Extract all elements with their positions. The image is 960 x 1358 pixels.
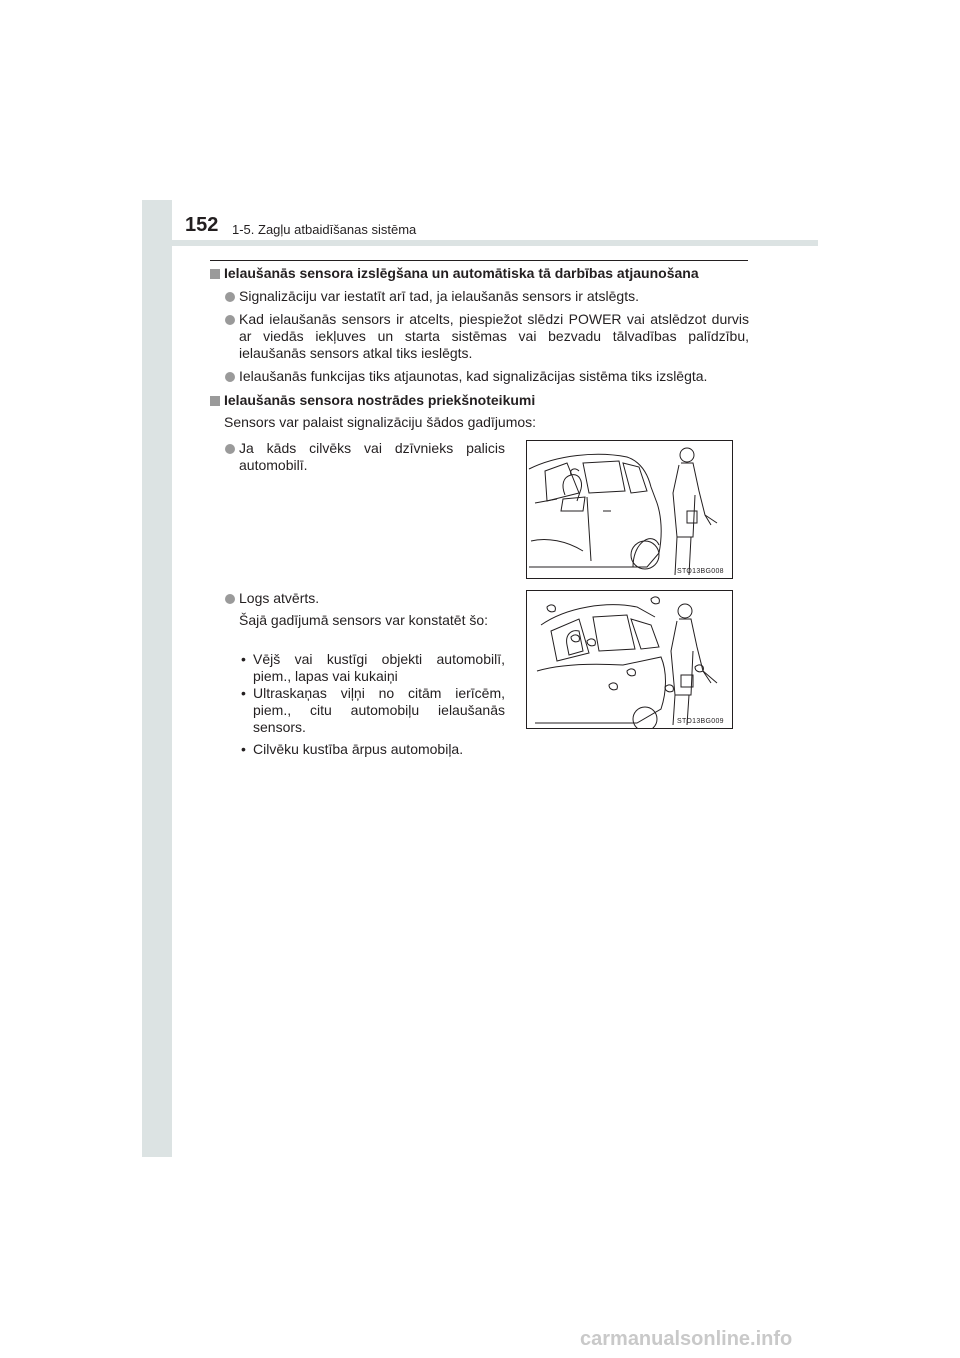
figure-code: STO13BG008 <box>677 568 724 575</box>
section-heading-sensor-off: Ielaušanās sensora izslēgšana un automātiska tā darbības atjaunošana <box>224 265 699 281</box>
sub-bullet-text: Vējš vai kustīgi objekti automobilī, piem., lapas vai kukaiņi <box>253 651 505 684</box>
bullet-text: Signalizāciju var iestatīt arī tad, ja ielaušanās sensors ir atslēgts. <box>239 288 639 304</box>
round-bullet-icon <box>225 594 235 604</box>
square-bullet-icon <box>210 396 220 406</box>
chapter-title: 1-5. Zagļu atbaidīšanas sistēma <box>232 222 417 237</box>
detail-text: Šajā gadījumā sensors var konstatēt šo: <box>239 612 489 628</box>
bullet-text: Ielaušanās funkcijas tiks atjaunotas, kad signalizācijas sistēma tiks izslēgta. <box>239 368 708 384</box>
watermark-link[interactable]: carmanualsonline.info <box>580 1328 793 1350</box>
sub-bullet-text: Ultraskaņas viļņi no citām ierīcēm, piem., citu automobiļu ielaušanās sensors. <box>253 685 505 735</box>
section-heading-trigger-conditions: Ielaušanās sensora nostrādes priekšnoteikumi <box>224 392 536 408</box>
bullet-text: Kad ielaušanās sensors ir atcelts, piespiežot slēdzi POWER vai atslēdzot durvis ar viedās iekļuves un starta sistēmas vai bezvadu tālvadības palīdzību, ielaušanās sensors atkal tiks ieslēgts. <box>239 311 749 361</box>
round-bullet-icon <box>225 444 235 454</box>
square-bullet-icon <box>210 269 220 279</box>
open-window-illustration <box>527 591 732 728</box>
sub-bullet-icon: • <box>241 651 246 667</box>
bullet-text: Ja kāds cilvēks vai dzīvnieks palicis automobilī. <box>239 440 505 473</box>
intro-text: Sensors var palaist signalizāciju šādos gadījumos: <box>224 414 537 430</box>
side-tab <box>142 200 172 1157</box>
bullet-text: Logs atvērts. <box>239 590 320 606</box>
sub-bullet-icon: • <box>241 741 246 757</box>
section-divider <box>210 260 748 261</box>
round-bullet-icon <box>225 315 235 325</box>
illustration-dog-in-car <box>526 440 733 579</box>
round-bullet-icon <box>225 372 235 382</box>
sub-bullet-text: Cilvēku kustība ārpus automobiļa. <box>253 741 464 757</box>
illustration-open-window <box>526 590 733 729</box>
figure-code: STO13BG009 <box>677 718 724 725</box>
page-number: 152 <box>185 214 219 236</box>
sub-bullet-icon: • <box>241 685 246 701</box>
round-bullet-icon <box>225 292 235 302</box>
dog-in-car-illustration <box>527 441 732 578</box>
